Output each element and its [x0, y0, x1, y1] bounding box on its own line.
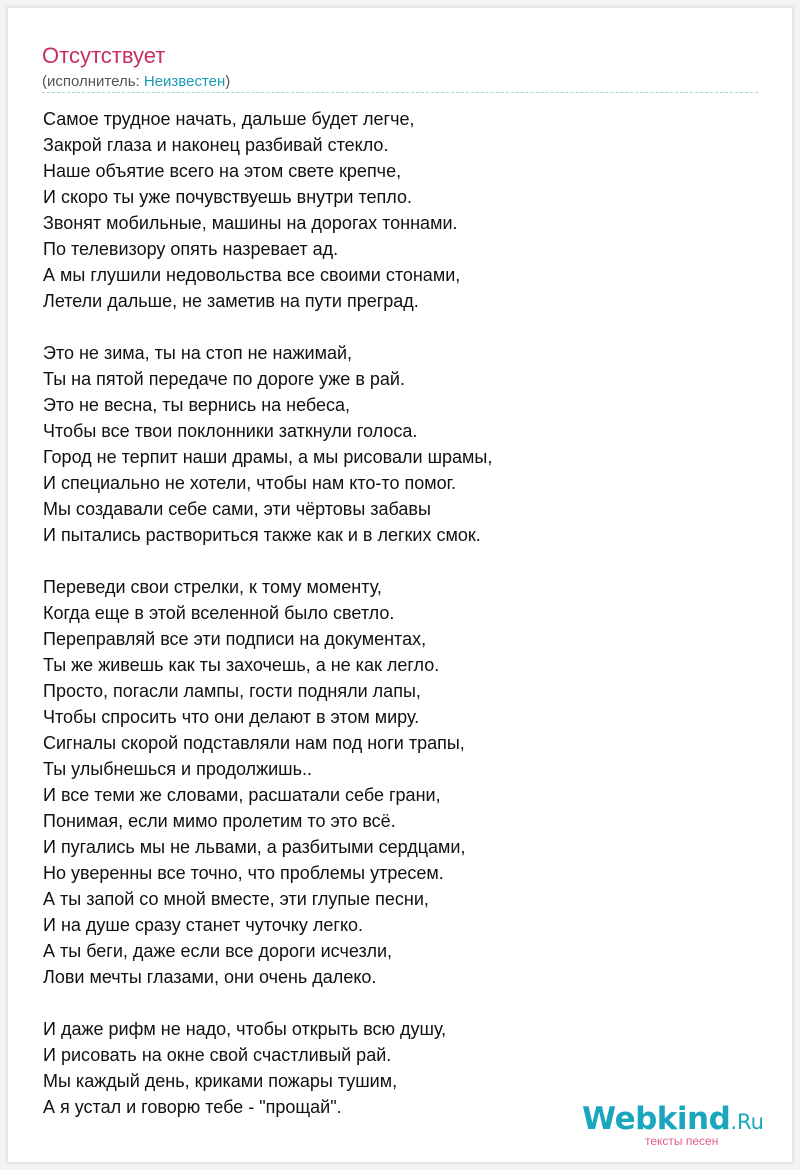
lyrics-stanza: [43, 574, 763, 990]
lyric-line: Просто, погасли лампы, гости подняли лапы,: [43, 681, 421, 701]
lyric-line: Это не весна, ты вернись на небеса,: [43, 395, 351, 415]
lyric-line: Чтобы спросить что они делают в этом миру.: [43, 707, 420, 727]
lyric-line: Мы создавали себе сами, эти чёртовы забавы: [43, 499, 431, 519]
artist-suffix: ): [225, 73, 231, 90]
lyric-line: Переправляй все эти подписи на документах,: [43, 629, 427, 649]
lyrics-stanza: [43, 340, 763, 548]
lyric-line: Лови мечты глазами, они очень далеко.: [43, 967, 377, 987]
lyric-line: И даже рифм не надо, чтобы открыть всю душу,: [43, 1019, 447, 1039]
lyric-line: Ты на пятой передаче по дороге уже в рай.: [43, 369, 405, 389]
title-divider: [42, 92, 758, 93]
lyric-line: Но уверенны все точно, что проблемы утресем.: [43, 863, 444, 883]
lyric-line: И на душе сразу станет чуточку легко.: [43, 915, 364, 935]
lyric-line: Это не зима, ты на стоп не нажимай,: [43, 343, 353, 363]
lyric-line: И пытались раствориться также как и в легких смок.: [43, 525, 481, 545]
lyric-line: А я устал и говорю тебе - "прощай".: [43, 1097, 342, 1117]
lyric-line: Самое трудное начать, дальше будет легче,: [43, 109, 415, 129]
lyric-line: Город не терпит наши драмы, а мы рисовали шрамы,: [43, 447, 493, 467]
lyric-line: А ты беги, даже если все дороги исчезли,: [43, 941, 393, 961]
lyric-line: Ты же живешь как ты захочешь, а не как легло.: [43, 655, 440, 675]
lyric-line: Мы каждый день, криками пожары тушим,: [43, 1071, 398, 1091]
lyric-line: Переведи свои стрелки, к тому моменту,: [43, 577, 382, 597]
logo-main-text: Webkind: [582, 1101, 731, 1137]
lyric-line: Понимая, если мимо пролетим то это всё.: [43, 811, 396, 831]
artist-prefix: (исполнитель:: [42, 73, 144, 90]
lyric-line: Летели дальше, не заметив на пути преград.: [43, 291, 419, 311]
lyric-line: Чтобы все твои поклонники заткнули голоса.: [43, 421, 418, 441]
song-title: Отсутствует: [42, 43, 166, 68]
lyric-line: Ты улыбнешься и продолжишь..: [43, 759, 312, 779]
lyric-line: Сигналы скорой подставляли нам под ноги трапы,: [43, 733, 465, 753]
lyric-line: Закрой глаза и наконец разбивай стекло.: [43, 135, 389, 155]
lyric-line: И все теми же словами, расшатали себе грани,: [43, 785, 441, 805]
lyric-line: И скоро ты уже почувствуешь внутри тепло.: [43, 187, 412, 207]
lyric-line: Наше объятие всего на этом свете крепче,: [43, 161, 402, 181]
lyrics-stanza: [43, 106, 763, 314]
logo-tagline: тексты песен: [645, 1134, 719, 1148]
lyric-line: По телевизору опять назревает ад.: [43, 239, 339, 259]
lyric-line: Звонят мобильные, машины на дорогах тоннами.: [43, 213, 458, 233]
lyrics-body: [43, 106, 763, 1120]
lyric-line: И пугались мы не львами, а разбитыми сердцами,: [43, 837, 466, 857]
lyric-line: И рисовать на окне свой счастливый рай.: [43, 1045, 392, 1065]
site-logo[interactable]: [582, 1101, 782, 1151]
artist-line: [42, 73, 230, 91]
lyric-line: А ты запой со мной вместе, эти глупые песни,: [43, 889, 429, 909]
lyric-line: А мы глушили недовольства все своими стонами,: [43, 265, 461, 285]
artist-link[interactable]: Неизвестен: [143, 73, 226, 90]
lyric-line: Когда еще в этой вселенной было светло.: [43, 603, 395, 623]
logo-suffix: .Ru: [730, 1110, 764, 1134]
lyric-line: И специально не хотели, чтобы нам кто-то помог.: [43, 473, 456, 493]
